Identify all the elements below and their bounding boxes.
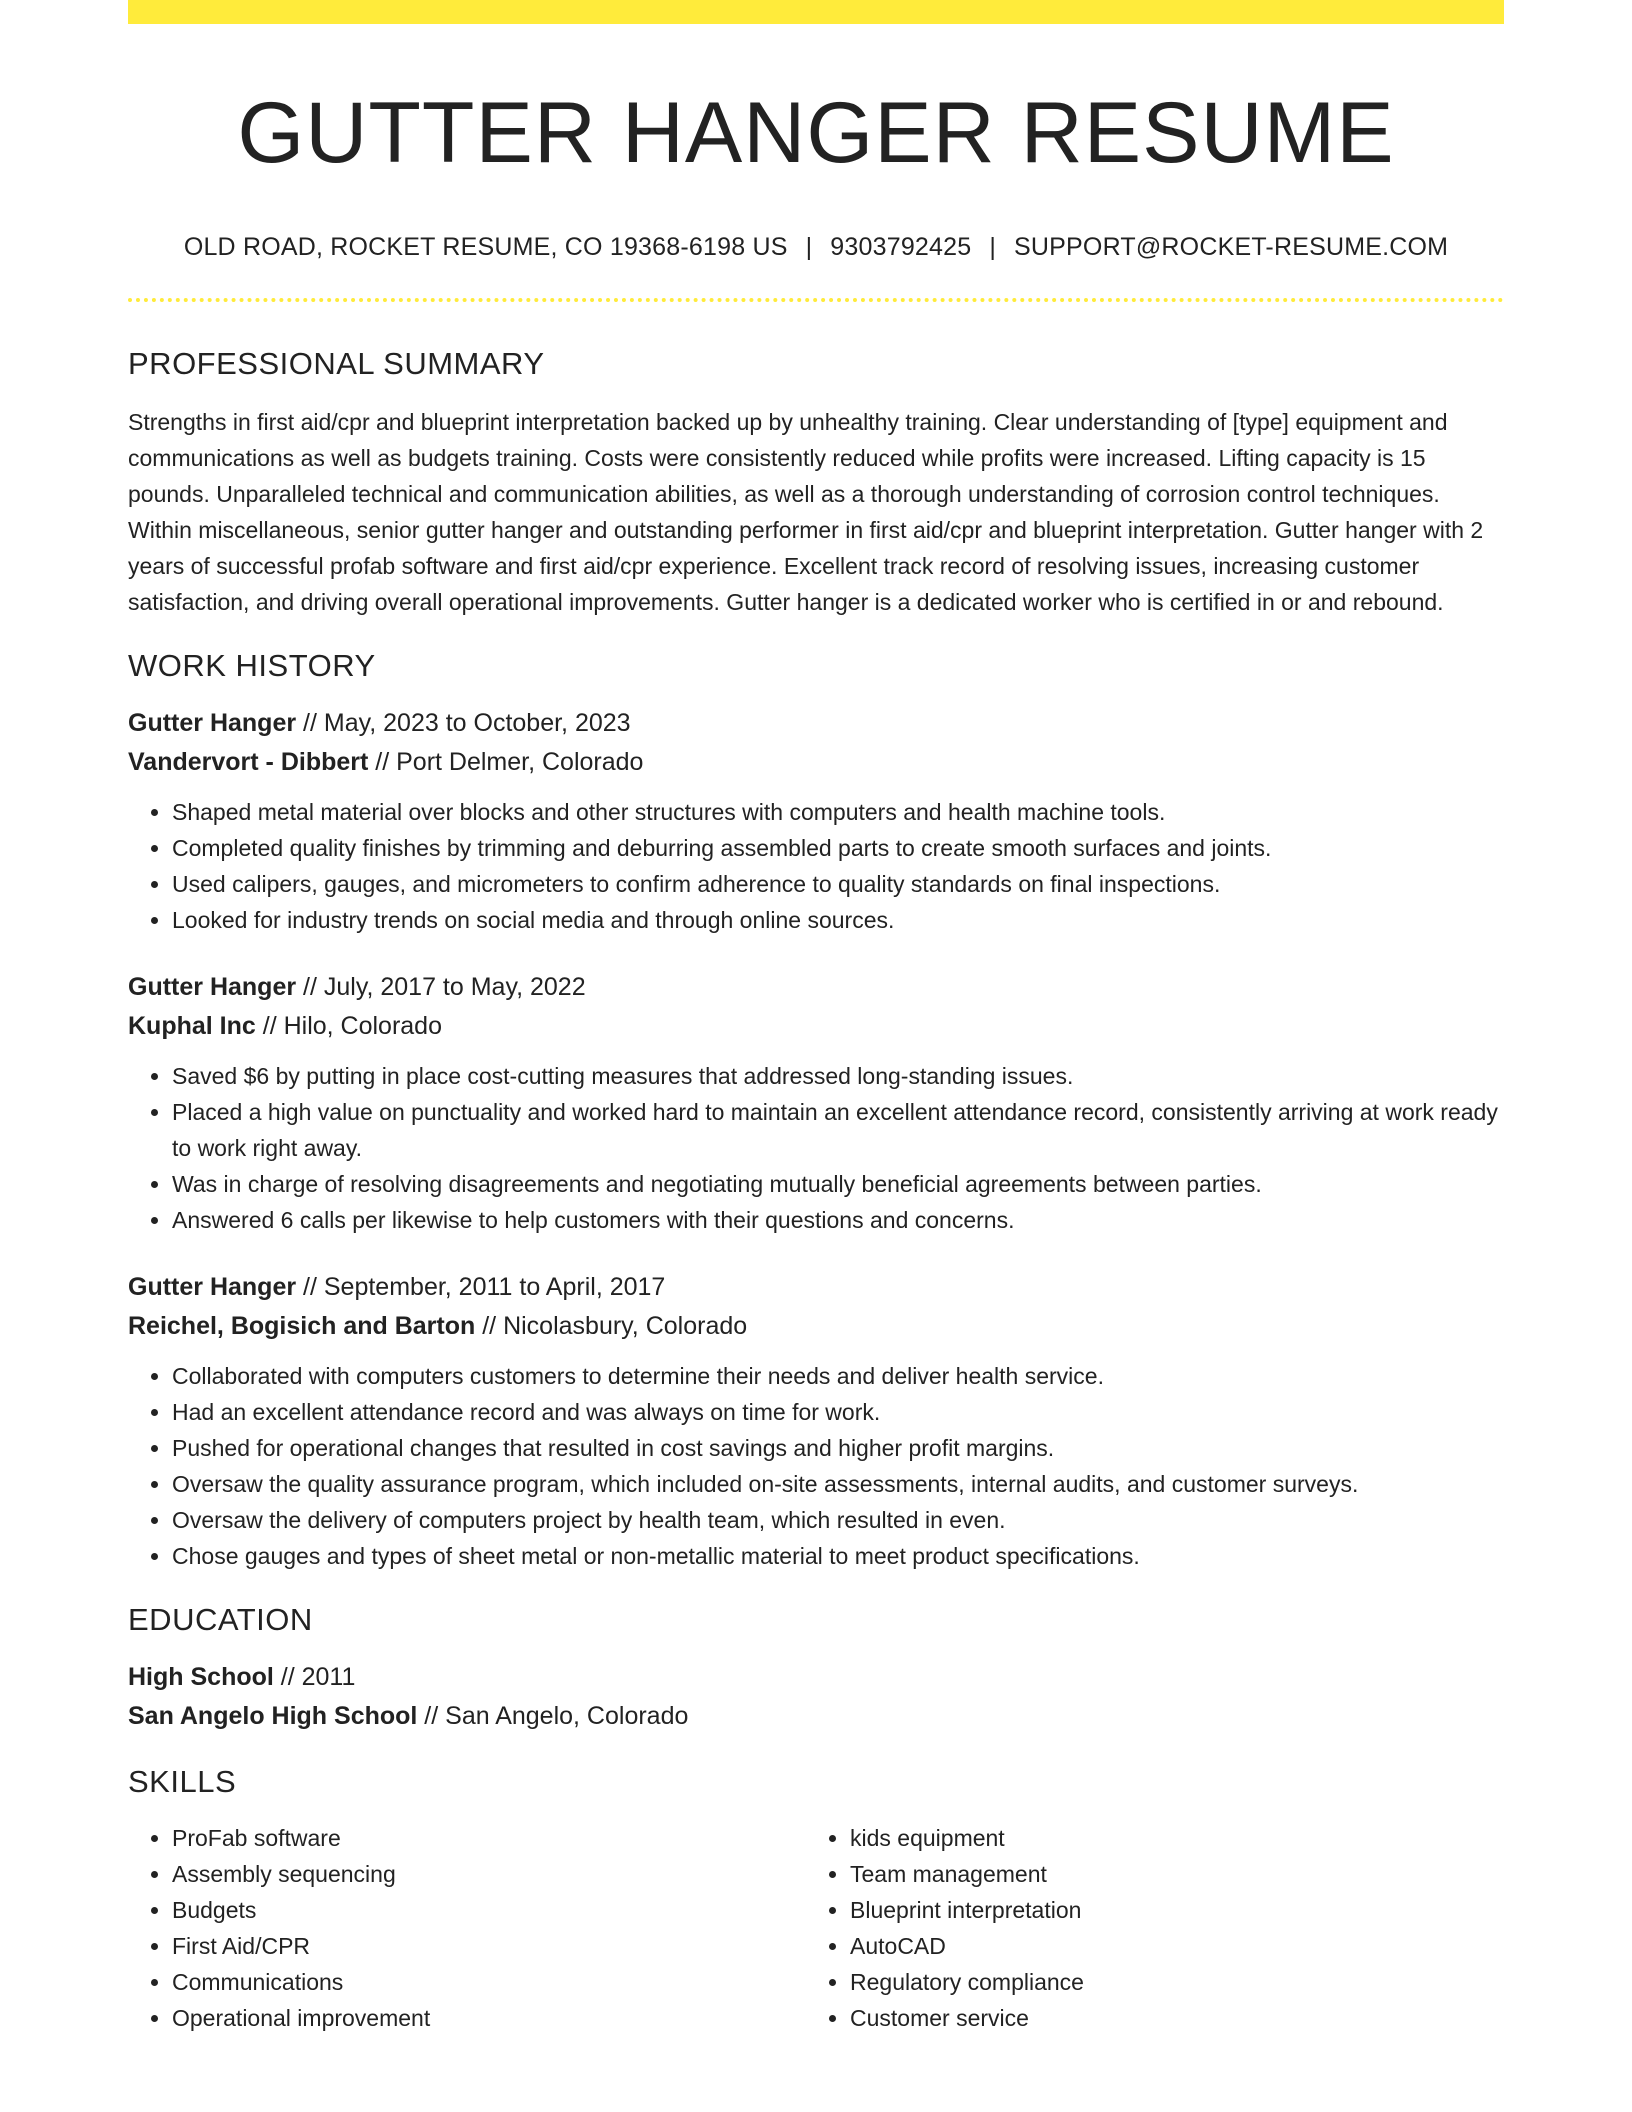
work-history-list — [128, 704, 1504, 1574]
summary-heading: PROFESSIONAL SUMMARY — [128, 345, 545, 381]
job-location: // Hilo, Colorado — [255, 1011, 442, 1040]
contact-phone: 9303792425 — [830, 232, 972, 261]
contact-separator: | — [989, 232, 997, 261]
job-entry — [128, 1268, 1504, 1574]
job-company-line — [128, 1307, 1504, 1346]
education-school: San Angelo High School — [128, 1701, 418, 1730]
job-title-line — [128, 968, 1504, 1007]
skill-item: • Operational improvement — [172, 2000, 806, 2036]
job-entry — [128, 704, 1504, 938]
job-duty: • Answered 6 calls per likewise to help customers with their questions and concerns. — [172, 1202, 1504, 1238]
job-company: Kuphal Inc — [128, 1011, 256, 1040]
accent-bar — [128, 0, 1504, 24]
job-company-line — [128, 743, 1504, 782]
contact-separator: | — [805, 232, 813, 261]
skill-item: • Regulatory compliance — [850, 1964, 1484, 2000]
job-duties-list — [128, 1058, 1504, 1238]
resume-page — [128, 0, 1504, 2036]
job-location: // Nicolasbury, Colorado — [475, 1311, 748, 1340]
resume-title: GUTTER HANGER RESUME — [237, 85, 1395, 181]
education-heading: EDUCATION — [128, 1601, 313, 1637]
education-year: // 2011 — [273, 1662, 356, 1691]
skill-item: • Team management — [850, 1856, 1484, 1892]
skill-item: • Customer service — [850, 2000, 1484, 2036]
job-location: // Port Delmer, Colorado — [368, 747, 644, 776]
skill-item: • AutoCAD — [850, 1928, 1484, 1964]
skill-item: • First Aid/CPR — [172, 1928, 806, 1964]
contact-address: OLD ROAD, ROCKET RESUME, CO 19368-6198 US — [183, 232, 788, 261]
dotted-divider — [128, 298, 1504, 302]
summary-text: Strengths in first aid/cpr and blueprint interpretation backed up by unhealthy training. Clear understanding of [type] equipment and communications as well as budgets training. Costs were consistently reduced while profits were increased. Lifting capacity is 15 pounds. Unparalleled technical and communication abilities, as well as a thorough understanding of corrosion control techniques. Within miscellaneous, senior gutter hanger and outstanding performer in first aid/cpr and blueprint interpretation. Gutter hanger with 2 years of successful profab software and first aid/cpr experience. Excellent track record of resolving issues, increasing customer satisfaction, and driving overall operational improvements. Gutter hanger is a dedicated worker who is certified in or and rebound. — [128, 408, 1484, 615]
job-title-line — [128, 704, 1504, 743]
job-duty: • Placed a high value on punctuality and worked hard to maintain an excellent attendance record, consistently arriving at work ready to work right away. — [172, 1094, 1504, 1166]
job-duty: • Chose gauges and types of sheet metal or non-metallic material to meet product specifications. — [172, 1538, 1504, 1574]
contact-line — [128, 233, 1504, 262]
job-company: Reichel, Bogisich and Barton — [128, 1311, 476, 1340]
job-duty: • Saved $6 by putting in place cost-cutting measures that addressed long-standing issues. — [172, 1058, 1504, 1094]
job-role: Gutter Hanger — [128, 708, 297, 737]
job-duties-list — [128, 1358, 1504, 1574]
contact-email[interactable]: SUPPORT@ROCKET-RESUME.COM — [1014, 232, 1449, 261]
job-duty: • Oversaw the delivery of computers project by health team, which resulted in even. — [172, 1502, 1504, 1538]
education-entry — [128, 1658, 1504, 1736]
job-title-line — [128, 1268, 1504, 1307]
job-dates: // July, 2017 to May, 2022 — [296, 972, 586, 1001]
skills-column-right — [806, 1820, 1484, 2036]
job-entry — [128, 968, 1504, 1238]
education-degree: High School — [128, 1662, 274, 1691]
skills-grid — [128, 1820, 1504, 2036]
job-duty: • Shaped metal material over blocks and other structures with computers and health machine tools. — [172, 794, 1504, 830]
skills-list-right — [806, 1820, 1484, 2036]
job-duty: • Pushed for operational changes that resulted in cost savings and higher profit margins. — [172, 1430, 1504, 1466]
education-degree-line — [128, 1658, 1504, 1697]
job-duty: • Used calipers, gauges, and micrometers to confirm adherence to quality standards on final inspections. — [172, 866, 1504, 902]
skill-item: • ProFab software — [172, 1820, 806, 1856]
job-role: Gutter Hanger — [128, 1272, 297, 1301]
skill-item: • Budgets — [172, 1892, 806, 1928]
skills-column-left — [128, 1820, 806, 2036]
education-location: // San Angelo, Colorado — [417, 1701, 689, 1730]
education-school-line — [128, 1697, 1504, 1736]
job-duty: • Collaborated with computers customers to determine their needs and deliver health service. — [172, 1358, 1504, 1394]
job-duties-list — [128, 794, 1504, 938]
skills-heading: SKILLS — [128, 1763, 237, 1799]
skill-item: • Blueprint interpretation — [850, 1892, 1484, 1928]
job-role: Gutter Hanger — [128, 972, 297, 1001]
work-history-heading: WORK HISTORY — [128, 647, 376, 683]
job-duty: • Was in charge of resolving disagreements and negotiating mutually beneficial agreements between parties. — [172, 1166, 1504, 1202]
skills-list-left — [128, 1820, 806, 2036]
job-duty: • Looked for industry trends on social media and through online sources. — [172, 902, 1504, 938]
job-duty: • Oversaw the quality assurance program, which included on-site assessments, internal audits, and customer surveys. — [172, 1466, 1504, 1502]
job-company: Vandervort - Dibbert — [128, 747, 369, 776]
job-company-line — [128, 1007, 1504, 1046]
skill-item: • kids equipment — [850, 1820, 1484, 1856]
job-dates: // September, 2011 to April, 2017 — [296, 1272, 666, 1301]
skill-item: • Communications — [172, 1964, 806, 2000]
job-duty: • Had an excellent attendance record and was always on time for work. — [172, 1394, 1504, 1430]
job-duty: • Completed quality finishes by trimming and deburring assembled parts to create smooth surfaces and joints. — [172, 830, 1504, 866]
skill-item: • Assembly sequencing — [172, 1856, 806, 1892]
job-dates: // May, 2023 to October, 2023 — [296, 708, 631, 737]
